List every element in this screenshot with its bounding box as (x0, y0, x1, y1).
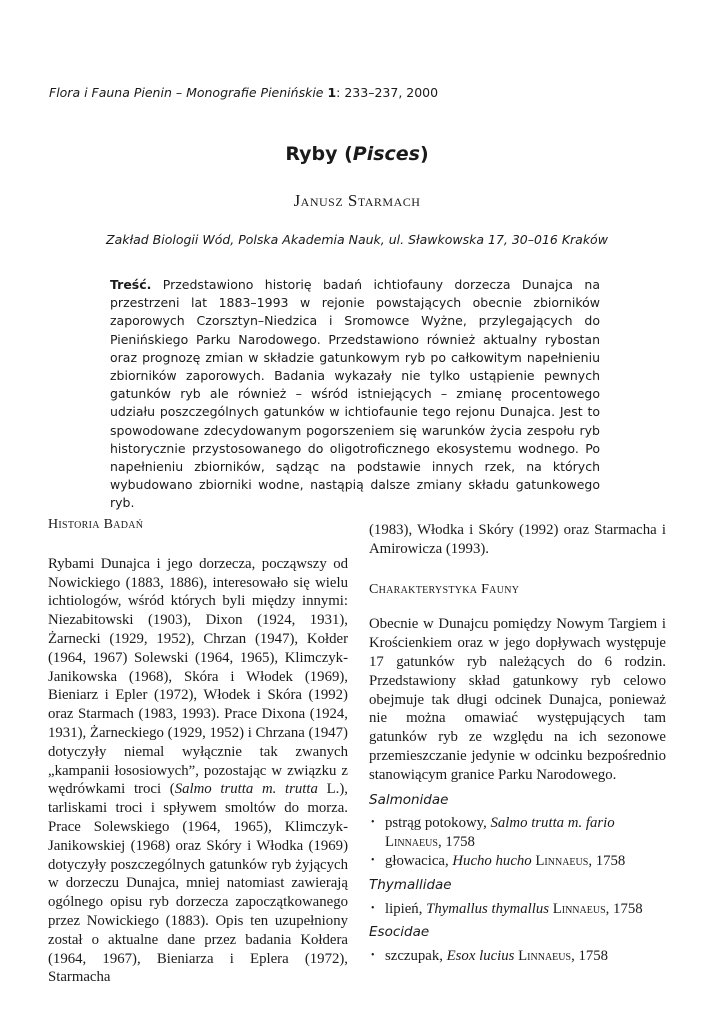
history-paragraph (48, 555, 348, 987)
section-heading-fauna: Charakterystyka Fauny (369, 581, 520, 597)
species-list (369, 900, 666, 919)
species-latin: Hucho hucho (452, 852, 532, 869)
species-item (369, 852, 666, 871)
species-author: Linnaeus (385, 834, 438, 851)
pages-year: : 233–237, 2000 (336, 85, 439, 100)
species-latin: Esox lucius (446, 948, 515, 965)
fauna-paragraph: Obecnie w Dunajcu pomiędzy Nowym Targiem i Krościenkiem oraz w jego dopływach występuje 17 gatunków ryb należących do 6 rodzin. Przedstawiony skład gatunkowy ryb celowo obejmuje tak długi odcinek Dunajca, ponieważ nie można omawiać występujących tam gatunków ryb ze względu na ich sezonowe przemieszczanie jedynie w odcinku bezpośrednio stanowiącym granice Parku Narodowego. (369, 616, 666, 783)
species-common: pstrąg potokowy, (385, 815, 491, 832)
species-list (369, 814, 666, 870)
abstract-label: Treść. (110, 277, 152, 292)
volume-number: 1 (327, 85, 337, 100)
abstract (110, 276, 600, 513)
bullet-icon: • (371, 817, 375, 829)
journal-name: Flora i Fauna Pienin – Monografie Pienińskie (49, 85, 324, 100)
right-column (369, 521, 666, 966)
article-author: Janusz Starmach (293, 191, 421, 210)
family-name: Esocidae (369, 924, 430, 941)
species-item (369, 947, 666, 966)
bullet-icon: • (371, 854, 375, 866)
family-name: Thymallidae (369, 876, 452, 893)
species-item (369, 900, 666, 919)
species-author: Linnaeus (531, 852, 589, 869)
species-item (369, 814, 666, 852)
title-suffix: ) (419, 143, 429, 165)
family-name: Salmonidae (369, 791, 449, 808)
article-affiliation: Zakład Biologii Wód, Polska Akademia Nauk, ul. Sławkowska 17, 30–016 Kraków (106, 232, 608, 247)
species-year: , 1758 (437, 834, 475, 851)
species-author: Linnaeus (549, 900, 606, 917)
section-heading-history: Historia Badań (48, 517, 144, 532)
article-title (0, 143, 714, 165)
species-year: , 1758 (588, 852, 626, 869)
history-text-part2: L.), tarliskami troci i spływem smoltów do morza. Prace Solewskiego (1964, 1965), Klimczyk-Janikowskiej (1968) oraz Skóry i Włodka (1969) dotyczyły poszczególnych gatunków ryb żyjących w dorzeczu Dunajca, mniej natomiast zawierają ogólnego opisu ryb dorzecza zapoczątkowanego przez Nowickiego (1883). Opis ten uzupełniony został o aktualne dane przez badania Kołdera (1964, 1967), Bieniarza i Eplera (1972), Starmacha (48, 781, 348, 986)
title-latin: Pisces (352, 143, 420, 165)
species-list (369, 947, 666, 966)
species-latin: Thymallus thymallus (426, 900, 550, 917)
species-latin: Salmo trutta m. fario (490, 815, 615, 832)
title-prefix: Ryby ( (285, 143, 353, 165)
species-common: lipień, (385, 900, 427, 917)
species-common: głowacica, (385, 852, 453, 869)
species-common: szczupak, (385, 948, 447, 965)
journal-citation (49, 85, 438, 100)
species-name-italic: Salmo trutta m. trutta (174, 781, 318, 798)
bullet-icon: • (371, 950, 375, 962)
species-author: Linnaeus (514, 948, 572, 965)
left-column (48, 516, 348, 987)
abstract-text: Przedstawiono historię badań ichtiofauny dorzecza Dunajca na przestrzeni lat 1883–1993 w rejonie powstających obecnie zbiorników zaporowych Czorsztyn–Niedzica i Sromowce Wyżne, przylegających do Pienińskiego Parku Narodowego. Przedstawiono również aktualny rybostan oraz prognozę zmian w składzie gatunkowym ryb po całkowitym napełnieniu zbiorników zaporowych. Badania wykazały nie tylko ustąpienie pewnych gatunków ryb ale również – wśród istniejących – zmianę procentowego udziału poszczególnych gatunków w ichtiofaunie tego rejonu Dunajca. Jest to spowodowane zdecydowanym pogorszeniem się warunków życia zespołu ryb historycznie przystosowanego do oligotroficznego ekosystemu wodnego. Po napełnieniu zbiorników, sądząc na podstawie innych rzek, na których wybudowano zbiorniki wodne, nastąpią dalsze zmiany składu gatunkowego ryb. (110, 277, 600, 511)
history-continuation: (1983), Włodka i Skóry (1992) oraz Starmacha i Amirowicza (1993). (369, 522, 666, 557)
species-year: , 1758 (605, 900, 643, 917)
species-year: , 1758 (571, 948, 609, 965)
history-text-part1: Rybami Dunajca i jego dorzecza, począwszy od Nowickiego (1883, 1886), interesowało się wielu ichtiologów, wśród których byli między innymi: Niezabitowski (1903), Dixon (1924, 1931), Żarnecki (1929, 1952), Chrzan (1947), Kołder (1964, 1967) Solewski (1964, 1965), Klimczyk-Janikowska (1968), Skóra i Włodek (1969), Bieniarz i Epler (1972), Włodek i Skóra (1992) oraz Starmach (1983, 1993). Prace Dixona (1924, 1931), Żarneckiego (1929, 1952) i Chrzana (1947) dotyczyły niemal wyłącznie tak zwanych „kampanii łososiowych”, pozostając w związku z wędrówkami troci ( (48, 555, 348, 798)
bullet-icon: • (371, 902, 375, 914)
